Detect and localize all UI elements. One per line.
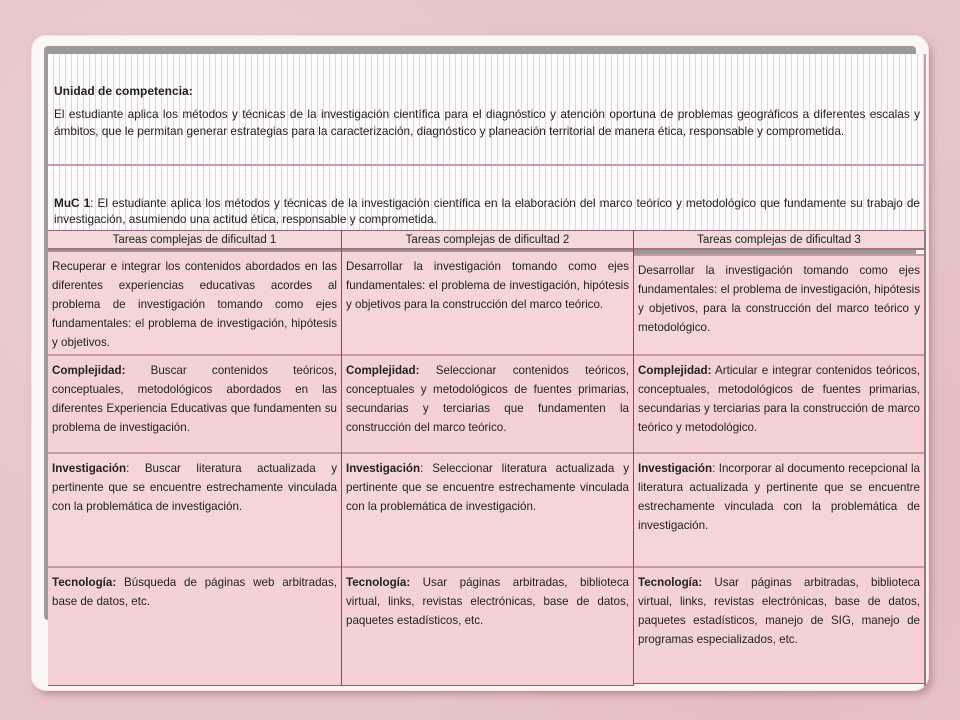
tecnologia-text: Búsqueda de páginas web arbitradas, base de datos, etc. — [52, 576, 337, 608]
complejidad-cell — [342, 354, 633, 452]
tecnologia-cell — [634, 566, 924, 684]
complejidad-text: Seleccionar contenidos teóricos, conceptuales y metodológicos de fuentes primarias, secundarias y terciarias que fundamenten la construcción del marco teórico. — [346, 364, 629, 434]
tecnologia-cell — [48, 566, 341, 686]
column-difficulty-3 — [634, 230, 926, 686]
task-text: Desarrollar la investigación tomando como ejes fundamentales: el problema de investigación, hipótesis y objetivos, para la construcción del marco teórico y metodológico. — [638, 264, 920, 334]
muc-paragraph — [54, 195, 920, 227]
investigacion-label: Investigación — [52, 462, 127, 475]
complejidad-cell — [634, 354, 924, 452]
task-cell — [634, 254, 924, 354]
muc-text: : El estudiante aplica los métodos y técnicas de la investigación científica en la elaboración del marco teórico y metodológico que fundamente su trabajo de investigación, asumiendo una actitud ética, responsable y comprometida. — [54, 196, 920, 226]
task-cell — [48, 252, 341, 354]
column-difficulty-1 — [48, 230, 342, 686]
complejidad-label: Complejidad: — [638, 364, 712, 377]
competence-table — [48, 54, 926, 686]
column-header: Tareas complejas de dificultad 3 — [634, 230, 924, 250]
investigacion-label: Investigación — [638, 462, 713, 475]
section-divider — [48, 164, 926, 166]
task-text: Recuperar e integrar los contenidos abordados en las diferentes experiencias educativas acordes al problema de investigación tomando como ejes fundamentales: el problema de investigación, hipótesis y objetivos. — [52, 260, 337, 349]
investigacion-cell — [48, 452, 341, 566]
tecnologia-cell — [342, 566, 633, 686]
investigacion-label: Investigación — [346, 462, 421, 475]
complejidad-text: Articular e integrar contenidos teóricos, conceptuales, metodológicos de fuentes primarias, secundarias y terciarias para la construcción de marco teórico y metodológico. — [638, 364, 920, 434]
muc-label: MuC 1 — [54, 196, 91, 210]
competence-body: El estudiante aplica los métodos y técnicas de la investigación científica para el diagnóstico y atención oportuna de problemas geográficos a diferentes escalas y ámbitos, que le permitan generar estrategias para la caracterización, diagnóstico y planeación territorial de manera ética, responsable y comprometida. — [54, 107, 920, 138]
competence-section — [48, 54, 926, 230]
column-header: Tareas complejas de dificultad 2 — [342, 230, 633, 250]
investigacion-text: : Incorporar al documento recepcional la literatura actualizada y pertinente que se encuentre estrechamente vinculada con la problemática de investigación. — [638, 462, 920, 532]
complejidad-label: Complejidad: — [52, 364, 126, 377]
tecnologia-label: Tecnología: — [346, 576, 411, 589]
complejidad-label: Complejidad: — [346, 364, 420, 377]
task-cell — [342, 252, 633, 354]
tecnologia-text: Usar páginas arbitradas, biblioteca virtual, links, revistas electrónicas, base de datos, paquetes estadísticos, manejo de SIG, manejo de programas especializados, etc. — [638, 576, 920, 646]
investigacion-text: : Buscar literatura actualizada y pertinente que se encuentre estrechamente vinculada con la problemática de investigación. — [52, 462, 337, 513]
column-difficulty-2 — [342, 230, 634, 686]
investigacion-text: : Seleccionar literatura actualizada y pertinente que se encuentre estrechamente vinculada con la problemática de investigación. — [346, 462, 629, 513]
tecnologia-label: Tecnología: — [638, 576, 703, 589]
tecnologia-label: Tecnología: — [52, 576, 117, 589]
investigacion-cell — [634, 452, 924, 566]
investigacion-cell — [342, 452, 633, 566]
complejidad-text: Buscar contenidos teóricos, conceptuales, metodológicos abordados en las diferentes Experiencia Educativas que fundamenten su problema de investigación. — [52, 364, 337, 434]
tecnologia-text: Usar páginas arbitradas, biblioteca virtual, links, revistas electrónicas, base de datos, paquetes estadísticos, etc. — [346, 576, 629, 627]
task-text: Desarrollar la investigación tomando como ejes fundamentales: el problema de investigación, hipótesis y objetivos para la construcción del marco teórico. — [346, 260, 629, 311]
complejidad-cell — [48, 354, 341, 452]
column-header: Tareas complejas de dificultad 1 — [48, 230, 341, 250]
competence-heading: Unidad de competencia: — [54, 84, 193, 98]
